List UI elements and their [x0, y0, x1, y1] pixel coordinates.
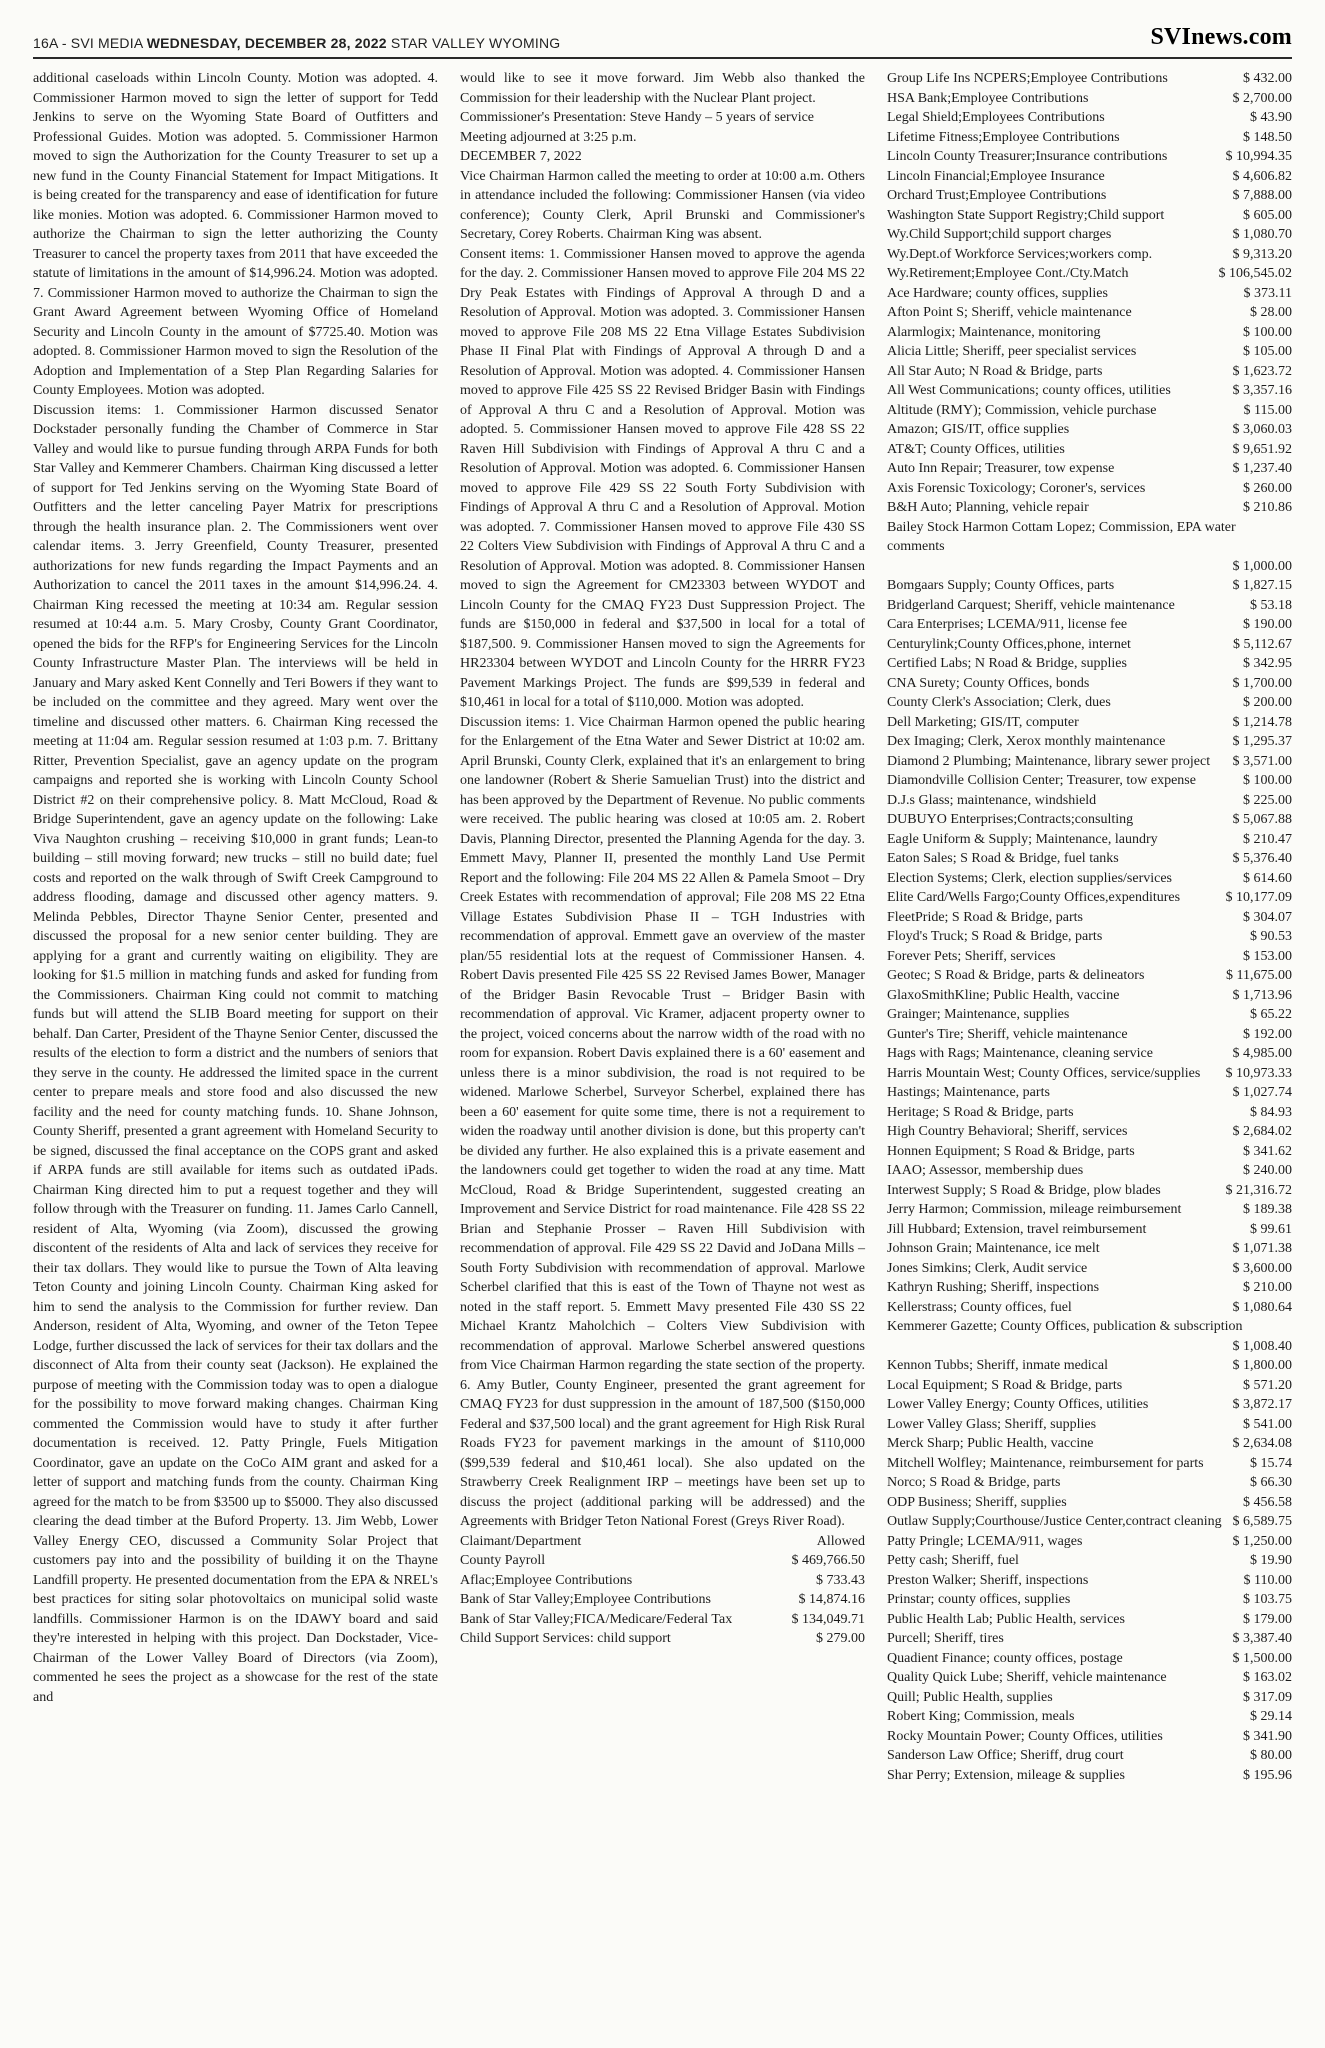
- ledger-amount: $ 614.60: [1243, 870, 1292, 886]
- ledger-amount: $ 432.00: [1243, 71, 1292, 86]
- ledger-row: [887, 635, 1292, 655]
- ledger-row: [887, 1181, 1292, 1201]
- ledger-claimant: ODP Business; Sheriff, supplies: [887, 1494, 1067, 1510]
- ledger-claimant: Altitude (RMY); Commission, vehicle purchase: [887, 402, 1157, 418]
- ledger-amount: $ 10,973.33: [1225, 1065, 1292, 1081]
- ledger-claimant: Bank of Star Valley;Employee Contributions: [460, 1592, 711, 1607]
- ledger-row: [887, 986, 1292, 1006]
- ledger-amount: $ 1,295.37: [1232, 734, 1292, 749]
- ledger-row: [887, 1532, 1292, 1552]
- ledger-amount: $ 5,067.88: [1232, 812, 1292, 827]
- ledger-amount: $ 3,060.03: [1232, 422, 1292, 437]
- ledger-claimant: Johnson Grain; Maintenance, ice melt: [887, 1241, 1100, 1256]
- ledger-amount: $ 1,250.00: [1232, 1533, 1292, 1549]
- ledger-row: [460, 1590, 865, 1610]
- ledger-amount: $ 10,994.35: [1225, 149, 1292, 164]
- ledger-amount: $ 90.53: [1250, 929, 1292, 944]
- ledger-amount: $ 103.75: [1243, 1592, 1292, 1607]
- column-1: [33, 69, 438, 1785]
- ledger-amount: $ 1,713.96: [1232, 987, 1292, 1003]
- ledger-row: [887, 1415, 1292, 1435]
- ledger-claimant: Dell Marketing; GIS/IT, computer: [887, 714, 1079, 730]
- paragraph: DECEMBER 7, 2022: [460, 149, 582, 164]
- ledger-amount: $ 134,049.71: [791, 1611, 865, 1627]
- ledger-claimant: Child Support Services: child support: [460, 1631, 671, 1646]
- ledger-row: [887, 1688, 1292, 1708]
- ledger-claimant: Bank of Star Valley;FICA/Medicare/Federal Tax: [460, 1611, 733, 1627]
- ledger-claimant: DUBUYO Enterprises;Contracts;consulting: [887, 812, 1134, 827]
- ledger-amount: $ 341.90: [1243, 1728, 1292, 1744]
- ledger-claimant: Lifetime Fitness;Employee Contributions: [887, 129, 1120, 145]
- ledger-amount: $ 1,237.40: [1232, 461, 1292, 476]
- ledger-row: [887, 362, 1292, 382]
- claims-ledger-part-2: [887, 69, 1292, 1785]
- ledger-row: [460, 1629, 865, 1649]
- ledger-row: [887, 245, 1292, 265]
- paragraph: Discussion items: 1. Vice Chairman Harmon opened the public hearing for the Enlargement of the Etna Water and Sewer District at 10:02 am. April Brunski, County Clerk, explained that it's an enlargement to bring one landowner (Robert & Sherie Samuelian Trust) into the district and has been approved by the Department of Revenue. No public comments were received. The public hearing was closed at 10:05 am. 2. Robert Davis, Planning Director, presented the Planning Agenda for the day. 3. Emmett Mavy, Planner II, presented the monthly Land Use Permit Report and the following: File 204 MS 22 Allen & Pamela Smoot – Dry Creek Estates with recommendation of approval; File 208 MS 22 Etna Village Estates Subdivision Phase II – TGH Industries with recommendation of approval. Emmett gave an overview of the master plan/55 residential lots at the request of Commissioner Hansen. 4. Robert Davis presented File 425 SS 22 Revised James Bower, Manager of the Bridger Basin Revocable Trust – Bridger Basin with recommendation of approval. Vic Kramer, adjacent property owner to the project, voiced concerns about the narrow width of the road with no room for expansion. Robert Davis explained there is a 60' easement and unless there is a minor subdivision, the road is not required to be widened. Marlowe Scherbel, Surveyor Scherbel, explained there has been a 60' easement for quite some time, there is not a requirement to widen the roadway until another division is done, but this property can't be divided any further. He also explained this is a private easement and the landowners could get together to widen the road at any time. Matt McCloud, Road & Bridge Superintendent, suggested creating an Improvement and Service District for road maintenance. File 428 SS 22 Brian and Stephanie Prosser – Raven Hill Subdivision with recommendation of approval. File 429 SS 22 David and JoDana Mills – South Forty Subdivision with recommendation of approval. Marlowe Scherbel clarified that this is east of the Town of Thayne not west as noted in the staff report. 5. Emmett Mavy presented File 430 SS 22 Michael Krantz Maholchich – Colters View Subdivision with recommendation of approval. Marlowe Scherbel answered questions from Vice Chairman Harmon regarding the state section of the property. 6. Amy Butler, County Engineer, presented the grant agreement for CMAQ FY23 for dust suppression in the amount of 187,500 ($150,000 Federal and $37,500 local) and the grant agreement for High Risk Rural Roads FY23 for pavement markings in the amount of $110,000 ($99,539 federal and $10,461 local). She also updated on the Strawberry Creek Realignment IRP – meetings have been set up to discuss the project (additional parking will be addressed) and the Agreements with Bridger Teton National Forest (Greys River Road).: [460, 714, 865, 1529]
- ledger-row: [887, 225, 1292, 245]
- ledger-claimant: Heritage; S Road & Bridge, parts: [887, 1104, 1074, 1120]
- ledger-row: [887, 576, 1292, 596]
- ledger-row: [887, 1122, 1292, 1142]
- ledger-amount: $ 10,177.09: [1225, 890, 1292, 905]
- ledger-claimant: Bomgaars Supply; County Offices, parts: [887, 578, 1115, 593]
- ledger-amount: $ 105.00: [1243, 344, 1292, 359]
- ledger-row: [887, 1668, 1292, 1688]
- ledger-claimant: Wy.Child Support;child support charges: [887, 227, 1112, 242]
- ledger-claimant: Jill Hubbard; Extension, travel reimbursement: [887, 1221, 1147, 1237]
- ledger-amount: $ 1,008.40: [1232, 1338, 1292, 1354]
- ledger-row: [887, 420, 1292, 440]
- ledger-row: [887, 966, 1292, 986]
- paragraph: Consent items: 1. Commissioner Hansen moved to approve the agenda for the day. 2. Commissioner Hansen moved to approve File 204 MS 22 Dry Peak Estates with Findings of Approval A through D and a Resolution of Approval. Motion was adopted. 3. Commissioner Hansen moved to approve File 208 MS 22 Etna Village Estates Subdivision Phase II Final Plat with Findings of Approval A through D and a Resolution of Approval. Motion was adopted. 4. Commissioner Hansen moved to approve File 425 SS 22 Revised Bridger Basin with Findings of Approval A thru C and a Resolution of Approval. Motion was adopted. 5. Commissioner Hansen moved to approve File 428 SS 22 Raven Hill Subdivision with Findings of Approval A thru C and a Resolution of Approval. Motion was adopted. 6. Commissioner Hansen moved to approve File 429 SS 22 South Forty Subdivision with Findings of Approval A thru C and a Resolution of Approval. Motion was adopted. 7. Commissioner Hansen moved to approve File 430 SS 22 Colters View Subdivision with Findings of Approval A thru C and a Resolution of Approval. Motion was adopted. 8. Commissioner Hansen moved to sign the Agreement for CM23303 between WYDOT and Lincoln County for the CMAQ FY23 Dust Suppression Project. The funds are $150,000 in federal and $37,500 in local for a total of $187,500. 9. Commissioner Hansen moved to sign the Agreements for HR23304 between WYDOT and Lincoln County for the HRRR FY23 Pavement Markings Project. The funds are $99,539 in federal and $10,461 in local for a total of $110,000. Motion was adopted.: [460, 246, 865, 710]
- ledger-row: [887, 440, 1292, 460]
- ledger-row: [887, 1727, 1292, 1747]
- ledger-amount: $ 11,675.00: [1226, 968, 1292, 983]
- ledger-row: [460, 1571, 865, 1591]
- ledger-row: [887, 342, 1292, 362]
- ledger-row: [887, 1064, 1292, 1084]
- ledger-amount: $ 304.07: [1243, 909, 1292, 925]
- ledger-amount: $ 99.61: [1250, 1221, 1292, 1237]
- ledger-claimant: Interwest Supply; S Road & Bridge, plow blades: [887, 1182, 1161, 1198]
- ledger-amount: $ 456.58: [1243, 1494, 1292, 1510]
- ledger-row: [887, 1649, 1292, 1669]
- ledger-row: [887, 206, 1292, 226]
- ledger-amount: $ 469,766.50: [791, 1553, 865, 1568]
- ledger-row: [887, 459, 1292, 479]
- ledger-claimant: Kemmerer Gazette; County Offices, publication & subscription: [887, 1319, 1243, 1334]
- ledger-amount: $ 341.62: [1243, 1143, 1292, 1159]
- ledger-amount: $ 210.00: [1243, 1280, 1292, 1295]
- ledger-claimant: B&H Auto; Planning, vehicle repair: [887, 500, 1089, 515]
- ledger-row: [887, 1317, 1292, 1356]
- ledger-row: [887, 1512, 1292, 1532]
- ledger-claimant: All West Communications; county offices, utilities: [887, 383, 1171, 398]
- ledger-claimant: Mitchell Wolfley; Maintenance, reimbursement for parts: [887, 1455, 1204, 1471]
- ledger-row: [887, 1220, 1292, 1240]
- ledger-claimant: Geotec; S Road & Bridge, parts & delineators: [887, 968, 1145, 983]
- ledger-claimant: Group Life Ins NCPERS;Employee Contributions: [887, 71, 1168, 86]
- ledger-row: [887, 654, 1292, 674]
- region-label: STAR VALLEY WYOMING: [390, 35, 561, 51]
- ledger-claimant: Lower Valley Glass; Sheriff, supplies: [887, 1416, 1097, 1432]
- ledger-claimant: Floyd's Truck; S Road & Bridge, parts: [887, 929, 1103, 944]
- ledger-row: [460, 1551, 865, 1571]
- ledger-amount: $ 53.18: [1250, 597, 1292, 613]
- ledger-amount: $ 189.38: [1243, 1202, 1292, 1217]
- ledger-amount: $ 179.00: [1243, 1611, 1292, 1627]
- ledger-amount: $ 210.47: [1243, 831, 1292, 847]
- ledger-amount: $ 342.95: [1243, 656, 1292, 671]
- edition-label: 16A - SVI MEDIA: [33, 35, 143, 51]
- ledger-claimant: All Star Auto; N Road & Bridge, parts: [887, 363, 1103, 379]
- ledger-claimant: Quality Quick Lube; Sheriff, vehicle maintenance: [887, 1670, 1167, 1685]
- ledger-claimant: Hags with Rags; Maintenance, cleaning service: [887, 1046, 1153, 1061]
- ledger-row: [887, 947, 1292, 967]
- ledger-claimant: County Payroll: [460, 1553, 546, 1568]
- ledger-row: [887, 108, 1292, 128]
- ledger-claimant: Alicia Little; Sheriff, peer specialist services: [887, 344, 1137, 359]
- ledger-row: [887, 1493, 1292, 1513]
- ledger-row: [887, 693, 1292, 713]
- ledger-amount: $ 5,376.40: [1232, 851, 1292, 866]
- ledger-claimant: Diamondville Collision Center; Treasurer, tow expense: [887, 773, 1196, 788]
- ledger-amount: $ 1,500.00: [1232, 1650, 1292, 1666]
- ledger-amount: $ 3,872.17: [1232, 1397, 1292, 1412]
- ledger-claimant: Lincoln Financial;Employee Insurance: [887, 168, 1105, 184]
- ledger-row: [887, 927, 1292, 947]
- ledger-claimant: Dex Imaging; Clerk, Xerox monthly maintenance: [887, 734, 1166, 749]
- ledger-claimant: Petty cash; Sheriff, fuel: [887, 1553, 1019, 1568]
- ledger-claimant: Alarmlogix; Maintenance, monitoring: [887, 324, 1101, 340]
- ledger-amount: $ 65.22: [1250, 1007, 1292, 1022]
- ledger-claimant: Public Health Lab; Public Health, services: [887, 1611, 1125, 1627]
- ledger-claimant: Preston Walker; Sheriff, inspections: [887, 1572, 1089, 1588]
- ledger-amount: $ 163.02: [1243, 1670, 1292, 1685]
- ledger-claimant: Honnen Equipment; S Road & Bridge, parts: [887, 1143, 1135, 1159]
- ledger-claimant: GlaxoSmithKline; Public Health, vaccine: [887, 987, 1120, 1003]
- ledger-row: [887, 1571, 1292, 1591]
- ledger-claimant: Robert King; Commission, meals: [887, 1709, 1075, 1724]
- ledger-header-label: Claimant/Department: [460, 1533, 582, 1549]
- ledger-claimant: Lincoln County Treasurer;Insurance contributions: [887, 149, 1168, 164]
- ledger-claimant: Purcell; Sheriff, tires: [887, 1631, 1004, 1646]
- ledger-amount: $ 200.00: [1243, 695, 1292, 710]
- ledger-claimant: Certified Labs; N Road & Bridge, supplies: [887, 656, 1127, 671]
- ledger-claimant: Washington State Support Registry;Child support: [887, 207, 1165, 223]
- ledger-amount: $ 7,888.00: [1232, 188, 1292, 203]
- ledger-claimant: Cara Enterprises; LCEMA/911, license fee: [887, 617, 1128, 632]
- ledger-row: [887, 1434, 1292, 1454]
- ledger-claimant: Afton Point S; Sheriff, vehicle maintenance: [887, 305, 1132, 320]
- ledger-row: [887, 615, 1292, 635]
- ledger-amount: $ 240.00: [1243, 1163, 1292, 1178]
- ledger-row: [887, 674, 1292, 694]
- ledger-row: [887, 186, 1292, 206]
- ledger-row: [887, 1239, 1292, 1259]
- ledger-claimant: D.J.s Glass; maintenance, windshield: [887, 792, 1097, 808]
- ledger-row: [887, 1629, 1292, 1649]
- ledger-claimant: Election Systems; Clerk, election supplies/services: [887, 870, 1172, 886]
- ledger-amount: $ 9,651.92: [1232, 441, 1292, 457]
- paragraph: Vice Chairman Harmon called the meeting to order at 10:00 a.m. Others in attendance included the following: Commissioner Hansen (via video conference); County Clerk, April Brunski and Commissioner's Secretary, Corey Roberts. Chairman King was absent.: [460, 168, 865, 242]
- ledger-row: [887, 518, 1292, 577]
- ledger-amount: $ 1,827.15: [1232, 578, 1292, 593]
- ledger-amount: $ 279.00: [816, 1631, 865, 1646]
- date-label: WEDNESDAY, DECEMBER 28, 2022: [146, 35, 387, 51]
- ledger-amount: $ 100.00: [1243, 773, 1292, 788]
- ledger-claimant: Sanderson Law Office; Sheriff, drug court: [887, 1748, 1124, 1763]
- ledger-row: [887, 849, 1292, 869]
- ledger-amount: $ 148.50: [1243, 129, 1292, 145]
- ledger-amount: $ 3,387.40: [1232, 1631, 1292, 1646]
- ledger-amount: $ 3,571.00: [1232, 753, 1292, 769]
- ledger-claimant: Axis Forensic Toxicology; Coroner's, services: [887, 480, 1146, 496]
- ledger-amount: $ 66.30: [1250, 1475, 1292, 1490]
- ledger-amount: $ 1,080.64: [1232, 1299, 1292, 1315]
- ledger-row: [887, 167, 1292, 187]
- ledger-claimant: Aflac;Employee Contributions: [460, 1572, 633, 1588]
- ledger-claimant: Legal Shield;Employees Contributions: [887, 110, 1105, 125]
- ledger-row: [887, 1707, 1292, 1727]
- ledger-row: [887, 1610, 1292, 1630]
- ledger-row: [887, 771, 1292, 791]
- ledger-amount: $ 43.90: [1250, 110, 1292, 125]
- ledger-amount: $ 4,985.00: [1232, 1046, 1292, 1061]
- ledger-amount: $ 1,000.00: [1232, 558, 1292, 574]
- claims-ledger-part-1: [460, 1551, 865, 1649]
- ledger-claimant: Kellerstrass; County offices, fuel: [887, 1299, 1072, 1315]
- ledger-amount: $ 6,589.75: [1232, 1514, 1292, 1529]
- ledger-amount: $ 195.96: [1243, 1767, 1292, 1783]
- ledger-row: [887, 1298, 1292, 1318]
- ledger-row: [887, 401, 1292, 421]
- ledger-claimant: Quadient Finance; county offices, postage: [887, 1650, 1123, 1666]
- ledger-row: [887, 713, 1292, 733]
- ledger-amount: $ 373.11: [1243, 285, 1292, 301]
- ledger-amount: $ 80.00: [1250, 1748, 1292, 1763]
- ledger-claimant: IAAO; Assessor, membership dues: [887, 1163, 1084, 1178]
- ledger-claimant: Outlaw Supply;Courthouse/Justice Center,contract cleaning: [887, 1514, 1222, 1529]
- ledger-amount: $ 28.00: [1250, 305, 1292, 320]
- ledger-amount: $ 1,800.00: [1232, 1358, 1292, 1373]
- ledger-row: [887, 1395, 1292, 1415]
- ledger-row: [460, 1610, 865, 1630]
- ledger-row: [887, 1200, 1292, 1220]
- ledger-row: [887, 1356, 1292, 1376]
- paragraph: Discussion items: 1. Commissioner Harmon discussed Senator Dockstader personally funding the Chamber of Commerce in Star Valley and would like to pursue funding through ARPA Funds for both Star Valley and Kemmerer Chambers. Chairman King discussed a letter of support for Ted Jenkins serving on the Wyoming State Board of Outfitters and the letter canceling Payer Matrix for prescriptions through the health insurance plan. 2. The Commissioners went over calendar items. 3. Jerry Greenfield, County Treasurer, presented authorizations for new funds regarding the Impact Payments and an Authorization to cancel the 2011 taxes in the amount $14,996.24. 4. Chairman King recessed the meeting at 10:34 am. Regular session resumed at 10:44 a.m. 5. Mary Crosby, County Grant Coordinator, opened the bids for the RFP's for Engineering Services for the Lincoln County Infrastructure Master Plan. The interviews will be held in January and Mary asked Kent Connelly and Teri Bowers if they want to be included on the committee and they agreed. Mary went over the timeline and discussed other matters. 6. Chairman King recessed the meeting at 11:04 am. Regular session resumed at 1:03 p.m. 7. Brittany Ritter, Prevention Specialist, gave an agency update on the program campaigns and reported she is working with Lincoln County School District #2 on their comprehensive policy. 8. Matt McCloud, Road & Bridge Superintendent, gave an agency update on the following: Lake Viva Naughton crushing – receiving $10,000 in grant funds; Lean-to building – still moving forward; new trucks – still no build date; fuel costs and reported on the walk through of Swift Creek Campground to address flooding, damage and discussed other agency matters. 9. Melinda Pebbles, Director Thayne Senior Center, presented and discussed the proposal for a new senior center building. They are applying for a grant and currently waiting on eligibility. They are looking for $1.5 million in matching funds and asked for funding from the Commissioners. Chairman King could not commit to matching funds but will attend the SLIB Board meeting for support on their behalf. Dan Carter, President of the Thayne Senior Center, discussed the results of the election to form a district and the numbers of seniors that they serve in the county. He addressed the limited space in the current center to prepare meals and store food and also discussed the new facility and the need for county matching funds. 10. Shane Johnson, County Sheriff, presented a grant agreement with Homeland Security to be signed, discussed the final acceptance on the COPS grant and asked if ARPA funds are still available for items such as outdated iPads. Chairman King directed him to put a request together and they will follow through with the Treasurer on funding. 11. James Carlo Cannell, resident of Alta, Wyoming (via Zoom), discussed the growing discontent of the residents of Alta and lack of services they receive for their tax dollars. They would like to pursue the Town of Alta leaving Teton County and joining Lincoln County. Chairman King asked for him to send the analysis to the Commission for further review. Dan Anderson, resident of Alta, Wyoming, and owner of the Teton Tepee Lodge, further discussed the lack of services for their tax dollars and the disconnect of Alta from their county seat (Jackson). He explained the purpose of meeting with the Commission today was to open a dialogue for the possibility to move forward making changes. Chairman King commented the Commission would have to study it after further documentation is received. 12. Patty Pringle, Fuels Mitigation Coordinator, gave an update on the CoCo AIM grant and asked for a letter of support and matching funds from the county. Chairman King agreed for the match to be from $3500 up to $5000. They also discussed clearing the dead timber at the Buford Property. 13. Jim Webb, Lower Valley Energy CEO, discussed a Community Solar Project that customers pay into and the possibility of building it on the Thayne Landfill property. He presented documentation from the EPA & NREL's best practices for siting solar photovoltaics on municipal solid waste landfills. Commissioner Harmon is on the IDAWY board and said they're interested in helping with this project. Dan Dockstader, Vice-Chairman of the Lower Valley Board of Directors (via Zoom), commented he sees the project as a showcase for the rest of the state and: [33, 402, 438, 1705]
- ledger-row: [887, 1161, 1292, 1181]
- ledger-row: [887, 596, 1292, 616]
- ledger-claimant: Lower Valley Energy; County Offices, utilities: [887, 1397, 1149, 1412]
- ledger-claimant: Local Equipment; S Road & Bridge, parts: [887, 1377, 1123, 1393]
- ledger-amount: $ 110.00: [1243, 1572, 1292, 1588]
- ledger-row: [887, 1103, 1292, 1123]
- ledger-row: [887, 479, 1292, 499]
- ledger-claimant: AT&T; County Offices, utilities: [887, 441, 1065, 457]
- ledger-amount: $ 21,316.72: [1225, 1182, 1292, 1198]
- ledger-amount: $ 19.90: [1250, 1553, 1292, 1568]
- ledger-amount: $ 571.20: [1243, 1377, 1292, 1393]
- ledger-row: [887, 264, 1292, 284]
- ledger-row: [887, 1259, 1292, 1279]
- ledger-amount: $ 260.00: [1243, 480, 1292, 496]
- ledger-claimant: Ace Hardware; county offices, supplies: [887, 285, 1108, 301]
- ledger-row: [887, 1590, 1292, 1610]
- ledger-row: [887, 869, 1292, 889]
- ledger-amount: $ 3,357.16: [1232, 383, 1292, 398]
- ledger-claimant: Forever Pets; Sheriff, services: [887, 948, 1056, 964]
- ledger-row: [887, 147, 1292, 167]
- ledger-row: [887, 1142, 1292, 1162]
- ledger-amount: $ 106,545.02: [1218, 266, 1292, 281]
- column-2: [460, 69, 865, 1785]
- website-label: SVInews.com: [1150, 24, 1292, 50]
- ledger-claimant: Kennon Tubbs; Sheriff, inmate medical: [887, 1358, 1108, 1373]
- ledger-amount: $ 29.14: [1250, 1709, 1292, 1724]
- ledger-amount: $ 1,214.78: [1232, 714, 1292, 730]
- ledger-row: [887, 1766, 1292, 1786]
- ledger-claimant: Wy.Retirement;Employee Cont./Cty.Match: [887, 266, 1129, 281]
- ledger-amount: $ 100.00: [1243, 324, 1292, 340]
- ledger-row: [887, 791, 1292, 811]
- ledger-amount: $ 210.86: [1243, 500, 1292, 515]
- ledger-row: [887, 752, 1292, 772]
- ledger-amount: $ 317.09: [1243, 1689, 1292, 1705]
- ledger-row: [887, 908, 1292, 928]
- ledger-row: [887, 303, 1292, 323]
- ledger-row: [887, 1551, 1292, 1571]
- paragraph: would like to see it move forward. Jim Webb also thanked the Commission for their leadership with the Nuclear Plant project.: [460, 71, 865, 106]
- ledger-header-row: [460, 1532, 865, 1552]
- ledger-row: [887, 732, 1292, 752]
- ledger-row: [887, 323, 1292, 343]
- article-columns: [33, 69, 1292, 1785]
- ledger-claimant: Eagle Uniform & Supply; Maintenance, laundry: [887, 831, 1158, 847]
- ledger-claimant: Bridgerland Carquest; Sheriff, vehicle maintenance: [887, 597, 1175, 613]
- ledger-amount: $ 541.00: [1243, 1416, 1292, 1432]
- ledger-claimant: Elite Card/Wells Fargo;County Offices,expenditures: [887, 890, 1181, 905]
- ledger-amount: $ 190.00: [1243, 617, 1292, 632]
- ledger-row: [887, 381, 1292, 401]
- ledger-row: [887, 1083, 1292, 1103]
- ledger-row: [887, 1746, 1292, 1766]
- ledger-amount: $ 15.74: [1250, 1455, 1292, 1471]
- ledger-row: [887, 498, 1292, 518]
- ledger-claimant: Patty Pringle; LCEMA/911, wages: [887, 1533, 1083, 1549]
- ledger-claimant: Amazon; GIS/IT, office supplies: [887, 422, 1070, 437]
- ledger-row: [887, 89, 1292, 109]
- ledger-claimant: Quill; Public Health, supplies: [887, 1689, 1053, 1705]
- ledger-row: [887, 1044, 1292, 1064]
- ledger-row: [887, 1454, 1292, 1474]
- ledger-claimant: Kathryn Rushing; Sheriff, inspections: [887, 1280, 1100, 1295]
- ledger-claimant: County Clerk's Association; Clerk, dues: [887, 695, 1111, 710]
- ledger-claimant: Prinstar; county offices, supplies: [887, 1592, 1071, 1607]
- ledger-amount: $ 733.43: [816, 1572, 865, 1588]
- ledger-amount: $ 2,700.00: [1232, 90, 1292, 106]
- ledger-amount: $ 153.00: [1243, 948, 1292, 964]
- ledger-claimant: FleetPride; S Road & Bridge, parts: [887, 909, 1083, 925]
- ledger-row: [887, 69, 1292, 89]
- ledger-amount: $ 3,600.00: [1232, 1260, 1292, 1276]
- ledger-row: [887, 128, 1292, 148]
- ledger-claimant: High Country Behavioral; Sheriff, services: [887, 1124, 1128, 1139]
- ledger-claimant: Hastings; Maintenance, parts: [887, 1085, 1050, 1100]
- ledger-row: [887, 1278, 1292, 1298]
- ledger-claimant: Diamond 2 Plumbing; Maintenance, library sewer project: [887, 753, 1211, 769]
- ledger-row: [887, 1376, 1292, 1396]
- ledger-amount: $ 1,027.74: [1232, 1085, 1292, 1100]
- ledger-row: [887, 888, 1292, 908]
- ledger-row: [887, 830, 1292, 850]
- ledger-amount: $ 192.00: [1243, 1026, 1292, 1042]
- column-3: [887, 69, 1292, 1785]
- ledger-claimant: Grainger; Maintenance, supplies: [887, 1007, 1070, 1022]
- ledger-claimant: Merck Sharp; Public Health, vaccine: [887, 1436, 1094, 1451]
- ledger-claimant: HSA Bank;Employee Contributions: [887, 90, 1089, 106]
- ledger-amount: $ 2,634.08: [1232, 1436, 1292, 1451]
- ledger-claimant: Norco; S Road & Bridge, parts: [887, 1475, 1061, 1490]
- masthead-left: [33, 35, 560, 51]
- ledger-claimant: Bailey Stock Harmon Cottam Lopez; Commission, EPA water comments: [887, 519, 1236, 554]
- ledger-header-amount: Allowed: [816, 1533, 865, 1549]
- ledger-claimant: Orchard Trust;Employee Contributions: [887, 188, 1107, 203]
- paragraph: Meeting adjourned at 3:25 p.m.: [460, 129, 637, 145]
- ledger-claimant: Jerry Harmon; Commission, mileage reimbursement: [887, 1202, 1182, 1217]
- ledger-amount: $ 1,080.70: [1232, 227, 1292, 242]
- ledger-amount: $ 2,684.02: [1232, 1124, 1292, 1139]
- paragraph: Commissioner's Presentation: Steve Handy – 5 years of service: [460, 110, 815, 125]
- ledger-amount: $ 4,606.82: [1232, 168, 1292, 184]
- ledger-claimant: Auto Inn Repair; Treasurer, tow expense: [887, 461, 1115, 476]
- ledger-claimant: Shar Perry; Extension, mileage & supplies: [887, 1767, 1125, 1783]
- ledger-claimant: Centurylink;County Offices,phone, internet: [887, 636, 1131, 652]
- ledger-amount: $ 605.00: [1243, 207, 1292, 223]
- ledger-row: [887, 1025, 1292, 1045]
- claims-ledger-header-block: [460, 1532, 865, 1552]
- ledger-amount: $ 225.00: [1243, 792, 1292, 808]
- ledger-claimant: CNA Surety; County Offices, bonds: [887, 675, 1090, 691]
- ledger-claimant: Jones Simkins; Clerk, Audit service: [887, 1260, 1088, 1276]
- ledger-claimant: Wy.Dept.of Workforce Services;workers comp.: [887, 246, 1153, 262]
- ledger-claimant: Gunter's Tire; Sheriff, vehicle maintenance: [887, 1026, 1128, 1042]
- ledger-claimant: Harris Mountain West; County Offices, service/supplies: [887, 1065, 1201, 1081]
- ledger-amount: $ 14,874.16: [798, 1592, 865, 1607]
- ledger-amount: $ 1,623.72: [1232, 363, 1292, 379]
- ledger-amount: $ 1,071.38: [1232, 1241, 1292, 1256]
- ledger-amount: $ 84.93: [1250, 1104, 1292, 1120]
- ledger-claimant: Eaton Sales; S Road & Bridge, fuel tanks: [887, 851, 1119, 866]
- ledger-row: [887, 1005, 1292, 1025]
- masthead-divider: [33, 57, 1292, 59]
- ledger-row: [887, 810, 1292, 830]
- ledger-claimant: Rocky Mountain Power; County Offices, utilities: [887, 1728, 1163, 1744]
- ledger-amount: $ 115.00: [1243, 402, 1292, 418]
- ledger-amount: $ 9,313.20: [1232, 246, 1292, 262]
- paragraph: additional caseloads within Lincoln County. Motion was adopted. 4. Commissioner Harmon moved to sign the letter of support for Tedd Jenkins to serve on the Wyoming State Board of Outfitters and Professional Guides. Motion was adopted. 5. Commissioner Harmon moved to sign the Authorization for the County Treasurer to set up a new fund in the County Financial Statement for Impact Mitigations. It is being created for the transparency and ease of identification for future like monies. Motion was adopted. 6. Commissioner Harmon moved to authorize the Chairman to sign the letter authorizing the County Treasurer to cancel the property taxes from 2011 that have exceeded the statute of limitations in the amount of $14,996.24. Motion was adopted. 7. Commissioner Harmon moved to authorize the Chairman to sign the Grant Award Agreement between Wyoming Office of Homeland Security and Lincoln County in the amount of $7725.40. Motion was adopted. 8. Commissioner Harmon moved to sign the Resolution of the Adoption and Implementation of a Step Plan Regarding Salaries for County Employees. Motion was adopted.: [33, 71, 438, 398]
- ledger-row: [887, 1473, 1292, 1493]
- masthead: [33, 24, 1292, 51]
- ledger-row: [887, 284, 1292, 304]
- ledger-amount: $ 5,112.67: [1233, 636, 1292, 652]
- ledger-amount: $ 1,700.00: [1232, 675, 1292, 691]
